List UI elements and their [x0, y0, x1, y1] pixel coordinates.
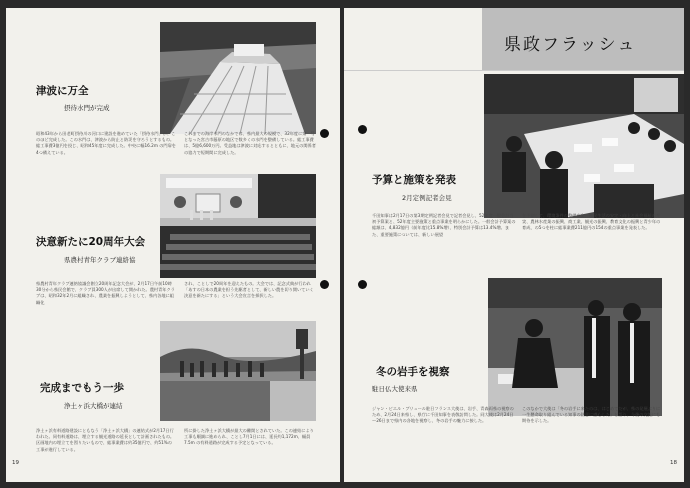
bullet-marker [320, 280, 329, 289]
article1-body-col2: を予測して、環境条件の整備充実、県民生活の安定・向上と社会福祉の充実、農林水産業の振興、商工業、観光の振興、教育文化の振興と青少年の育成、の5つを柱に総事業費211億円の154の重点事業を発表した。 [522, 213, 661, 231]
floodgate-photo-art [160, 22, 316, 134]
article1-headline: 予算と施策を発表 [372, 174, 456, 186]
article3-headline: 完成までもう一歩 [40, 382, 124, 394]
section-banner [482, 8, 684, 70]
page-number: 18 [670, 460, 677, 466]
ambassador-visit-photo [488, 278, 662, 416]
right-page [344, 8, 684, 482]
article2-subhead: 駐日仏大使来県 [372, 385, 418, 393]
bridge-ceremony-photo [160, 321, 316, 421]
article1-subhead: 摂待水門が完成 [64, 104, 110, 112]
article2-body-col2: このなかで大使は「冬の岩手に来たのは、はじめてだが、県の発展ぶりに一生懸命取り組んでいる知事の熱意に感心した」と語り、今後の交流にも期待を示した。 [522, 406, 661, 424]
article1-subhead: 2月定例記者会見 [402, 194, 452, 202]
article1-body-col2: これまでの海岸水門のなかでは、県内最大の規模で、32年度に第一号となった宮古市藤原の地区で数多くの水門を整備している。総工事費は、5億6,600万円。受益地は津波に対応するとともに、地元の関係者の協力で短期間に完成した。 [184, 131, 316, 155]
left-page [6, 8, 340, 482]
convention-photo-art [160, 174, 316, 278]
bullet-marker [358, 280, 367, 289]
article2-headline: 冬の岩手を視察 [376, 366, 450, 378]
press-conference-photo [484, 74, 684, 218]
article2-body-col1: 県農村青年クラブ連絡協議会創立20周年記念大会が、2月17日午前10時30分から県民会館で、クラブ員300人が出席して開かれた。農村青年クラブは、昭和32年2月に組織され、農業を振興しようとして、県内各地に組織化 [36, 281, 175, 305]
article2-headline: 決意新たに20周年大会 [36, 236, 146, 248]
article1-body-col1: 千田知事は2月17日の第3期定例記者会見で記者会見し、52年度一般会計当初予算案と、52年度主要施策と重点事業を明らかにした。一般会計予算案の総額は、4,832億円（前年度比15.8%増）、特別会計予算は13.4%増。また、重要施策については、新しい展望 [372, 213, 516, 237]
bridge-ceremony-photo-art [160, 321, 316, 421]
ambassador-visit-photo-art [488, 278, 662, 416]
bullet-marker [358, 125, 367, 134]
bullet-marker [320, 129, 329, 138]
convention-photo [160, 174, 316, 278]
article2-body-col2: され、ことしで20周年を迎えたもの。大会では、記念式典が行われ「あすの日本の農業を担う先駆者として、新しい農を切り開いていく決意を新たにする」という大会宣言を採択した。 [184, 281, 314, 299]
article3-body-col1: 浄土ヶ浜有料道路建設にともなう「浄土ヶ浜大橋」の連結式が2月17日行われた。同有料道路は、埋立する観光道路の延長として計画されたもの。区画地内の埋立てを図りたいもので、総事業費は約35億円で、約51%の工事が進行している。 [36, 428, 175, 452]
article2-body-col1: ジャン・ピエル・ブリュール駐日フランス大使は、岩手、青森両県の視察のため、2月24日来県し、県庁に千田知事を表敬訪問した。同大使は2月24日～26日まで県内の各地を視察し、冬の岩手の魅力に接した。 [372, 406, 514, 424]
article2-subhead: 県農村青年クラブ連絡協 [64, 256, 136, 264]
press-conference-photo-art [484, 74, 684, 218]
floodgate-photo [160, 22, 316, 134]
article1-headline: 津波に万全 [36, 85, 89, 97]
article1-body-col1: 昭和43年から田老町摂待川の河口に建設を進めていた「摂待水門」が、このほど完成した。この水門は、津波から防止と防災を守ろうとするもの。総工事費3億円を投じ、昭和45年度に完成した。中央に幅16.2m の門扉を4つ備えている。 [36, 131, 176, 155]
section-banner-title: 県政フラッシュ [504, 35, 637, 55]
article3-subhead: 浄土ヶ浜大橋が連結 [64, 402, 123, 410]
banner-rule [344, 70, 684, 71]
article3-body-col2: 所に掛した浄土ヶ浜大橋が最大の難関とされていた。この連結により工事も順調に進められ、ことし7月1日には、延長約1,172m、幅員7.5m の有料道路が完成する予定となっている。 [184, 428, 314, 446]
page-number: 19 [12, 460, 19, 466]
